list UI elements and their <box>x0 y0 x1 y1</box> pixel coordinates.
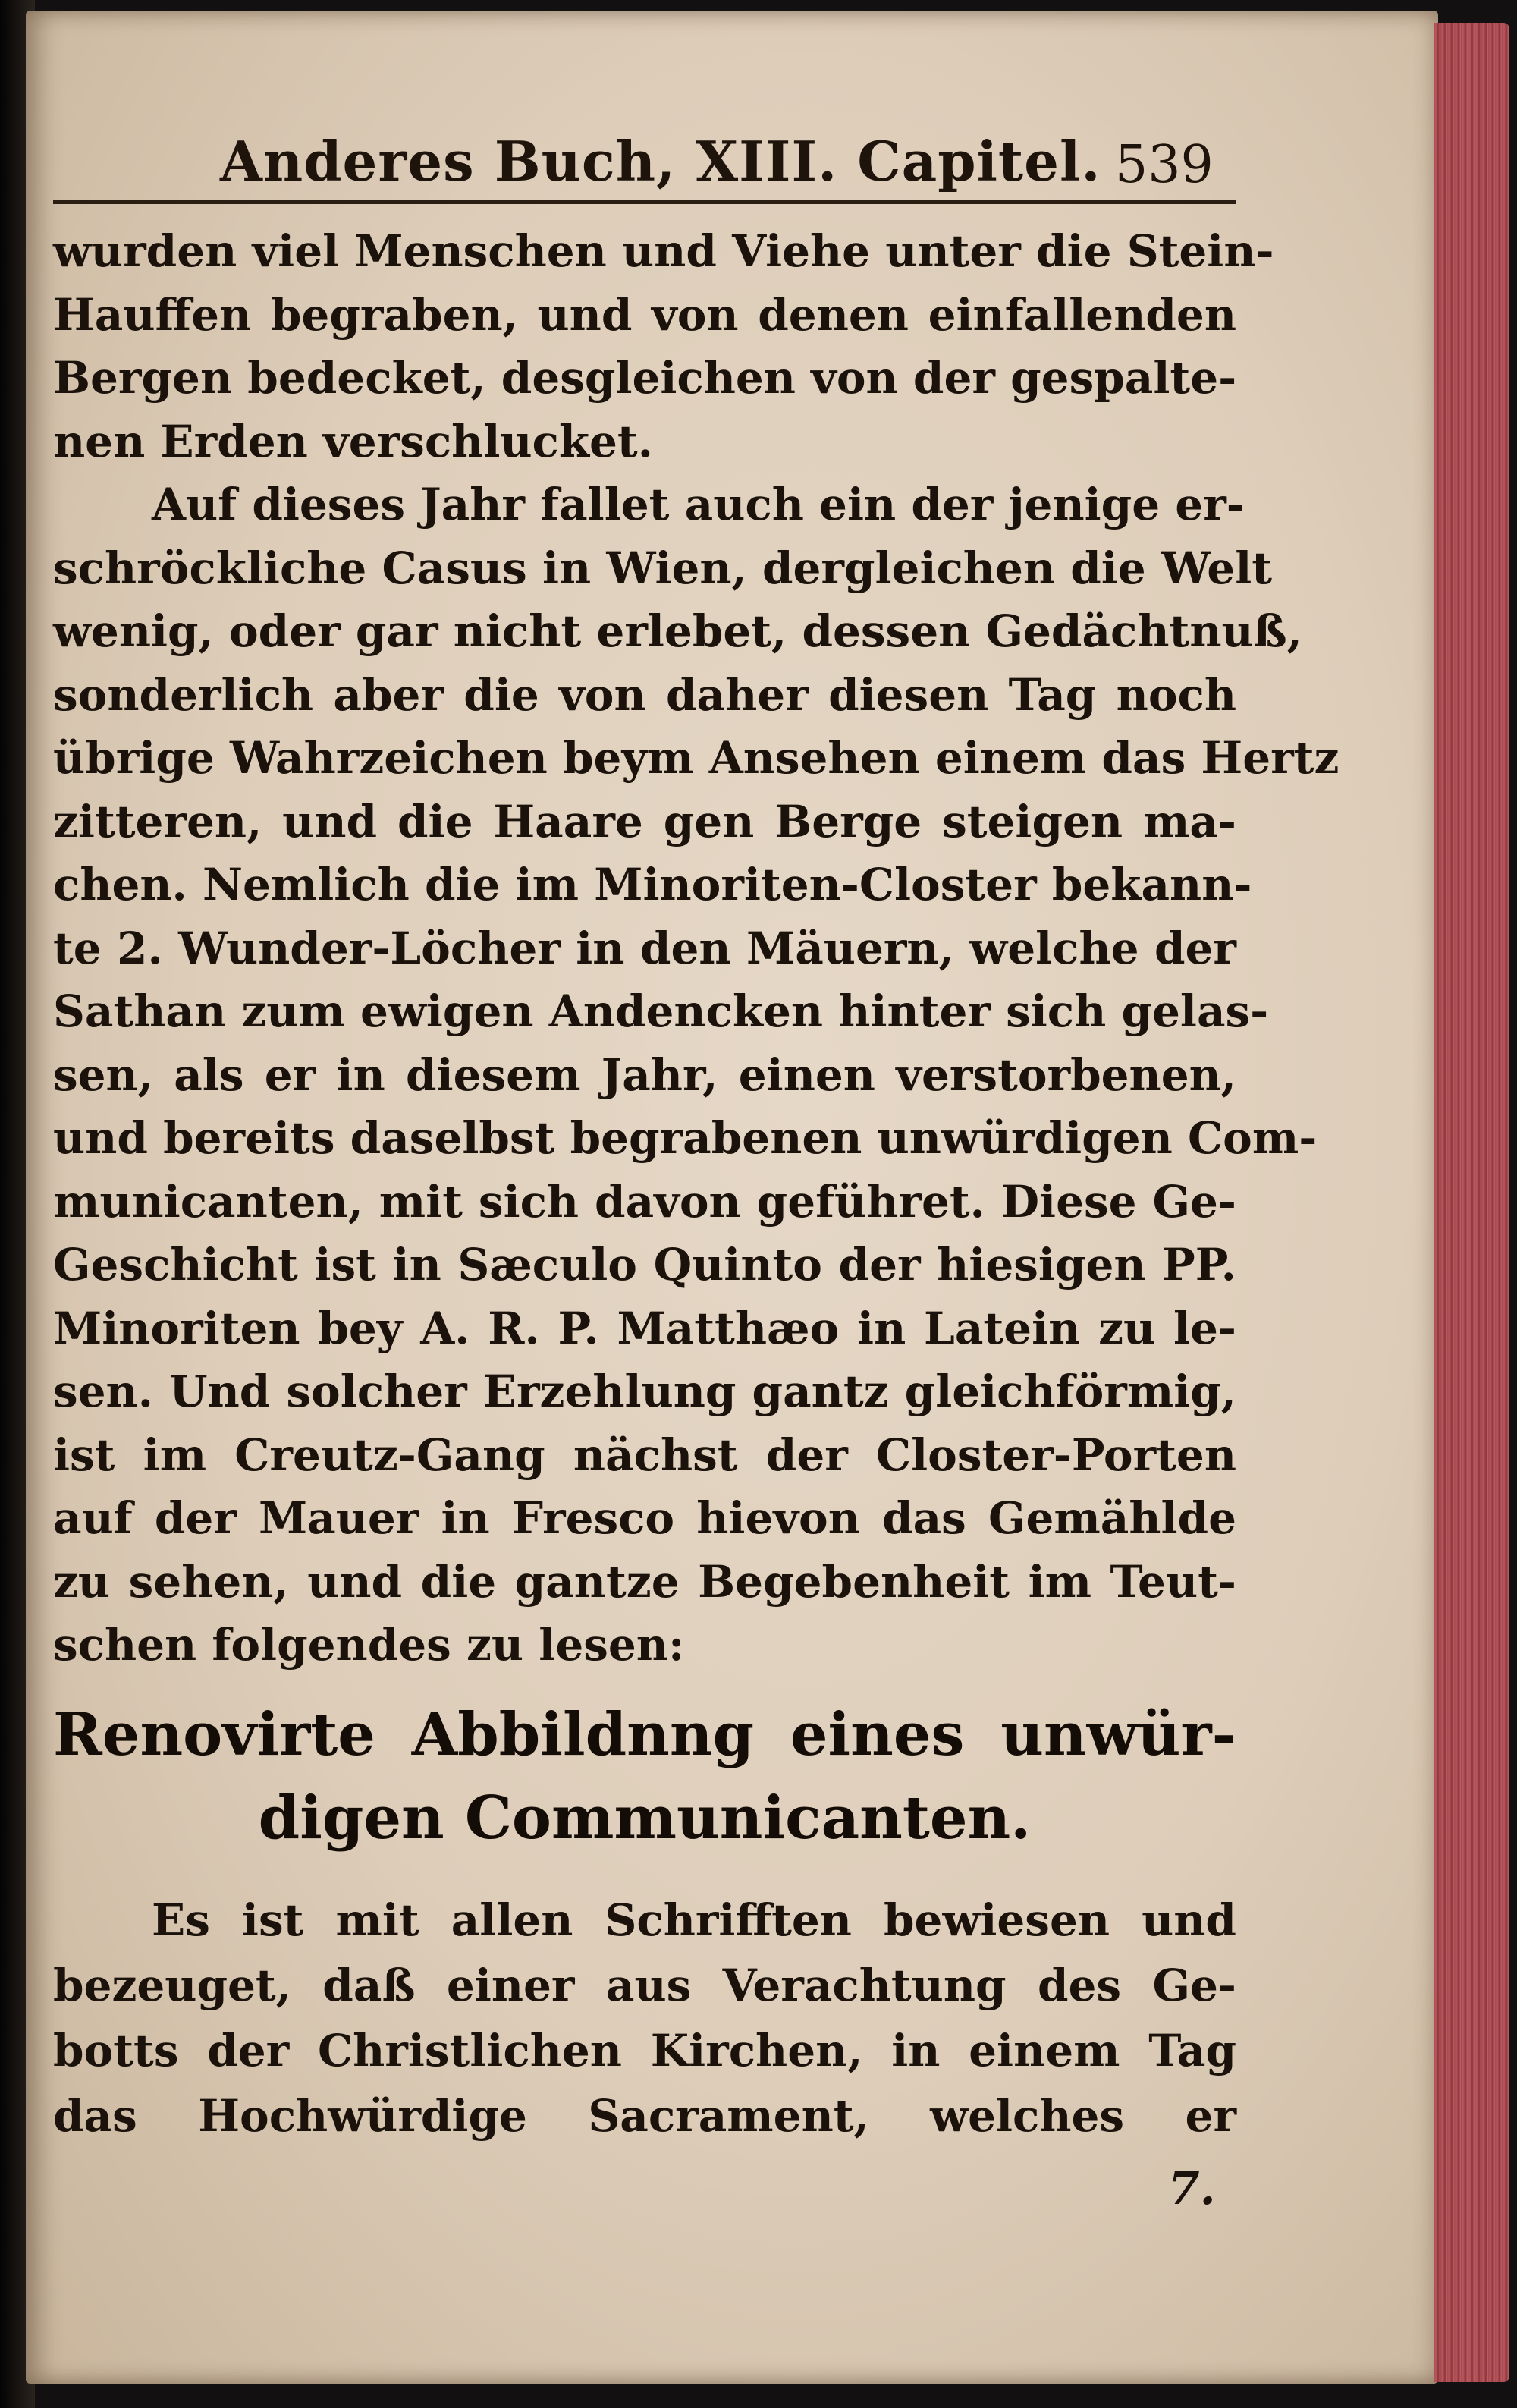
text-line: Es ist mit allen Schrifften bewiesen und <box>152 1894 1236 1946</box>
text-line: schröckliche Casus in Wien, dergleichen die Welt <box>53 542 1273 594</box>
text-line: zu sehen, und die gantze Begebenheit im Teut- <box>53 1555 1236 1608</box>
section-heading <box>53 1693 1236 1860</box>
text-line: das Hochwürdige Sacrament, welches er <box>53 2090 1236 2142</box>
text-line: schen folgendes zu lesen: <box>53 1619 685 1671</box>
text-line: botts der Christlichen Kirchen, in einem Tag <box>53 2025 1236 2076</box>
body-text <box>53 220 1340 1677</box>
text-line: und bereits daselbst begrabenen unwürdigen Com- <box>53 1112 1318 1164</box>
text-line: ist im Creutz-Gang nächst der Closter-Porten <box>53 1429 1236 1481</box>
text-line: Sathan zum ewigen Andencken hinter sich gelas- <box>53 986 1269 1037</box>
page-header <box>53 114 1236 212</box>
text-line: Bergen bedecket, desgleichen von der gespalte- <box>53 352 1237 404</box>
text-line: Minoriten bey A. R. P. Matthæo in Latein zu le- <box>53 1302 1236 1354</box>
text-line: auf der Mauer in Fresco hievon das Gemählde <box>53 1492 1236 1544</box>
text-line: sonderlich aber die von daher diesen Tag noch <box>53 668 1236 721</box>
text-line: municanten, mit sich davon geführet. Diese Ge- <box>53 1175 1236 1228</box>
header-rule <box>53 200 1236 204</box>
catchword: 7. <box>1168 2162 1216 2215</box>
text-line: chen. Nemlich die im Minoriten-Closter bekann- <box>53 859 1252 910</box>
text-line: wenig, oder gar nicht erlebet, dessen Gedächtnuß, <box>53 605 1302 657</box>
section-heading-line: Renovirte Abbildnng eines unwür- <box>53 1700 1236 1769</box>
text-line: sen. Und solcher Erzehlung gantz gleichförmig, <box>53 1366 1236 1417</box>
page-number: 539 <box>1115 135 1214 195</box>
text-line: sen, als er in diesem Jahr, einen verstorbenen, <box>53 1048 1236 1101</box>
running-head: Anderes Buch, XIII. Capitel. <box>220 129 1101 193</box>
text-line: te 2. Wunder-Löcher in den Mäuern, welche der <box>53 922 1236 974</box>
text-line: nen Erden verschlucket. <box>53 415 653 467</box>
text-line: wurden viel Menschen und Viehe unter die Stein- <box>53 225 1274 277</box>
text-line: Auf dieses Jahr fallet auch ein der jenige er- <box>152 479 1245 530</box>
section-text <box>53 1888 1236 2149</box>
text-line: Geschicht ist in Sæculo Quinto der hiesigen PP. <box>53 1239 1236 1290</box>
text-line: zitteren, und die Haare gen Berge steigen ma- <box>53 795 1236 847</box>
text-line: Hauffen begraben, und von denen einfallenden <box>53 288 1236 341</box>
section-heading-line: digen Communicanten. <box>258 1784 1032 1853</box>
text-line: übrige Wahrzeichen beym Ansehen einem das Hertz <box>53 732 1340 784</box>
text-line: bezeuget, daß einer aus Verachtung des Ge- <box>53 1960 1236 2011</box>
page-edge-red <box>1434 23 1509 2382</box>
